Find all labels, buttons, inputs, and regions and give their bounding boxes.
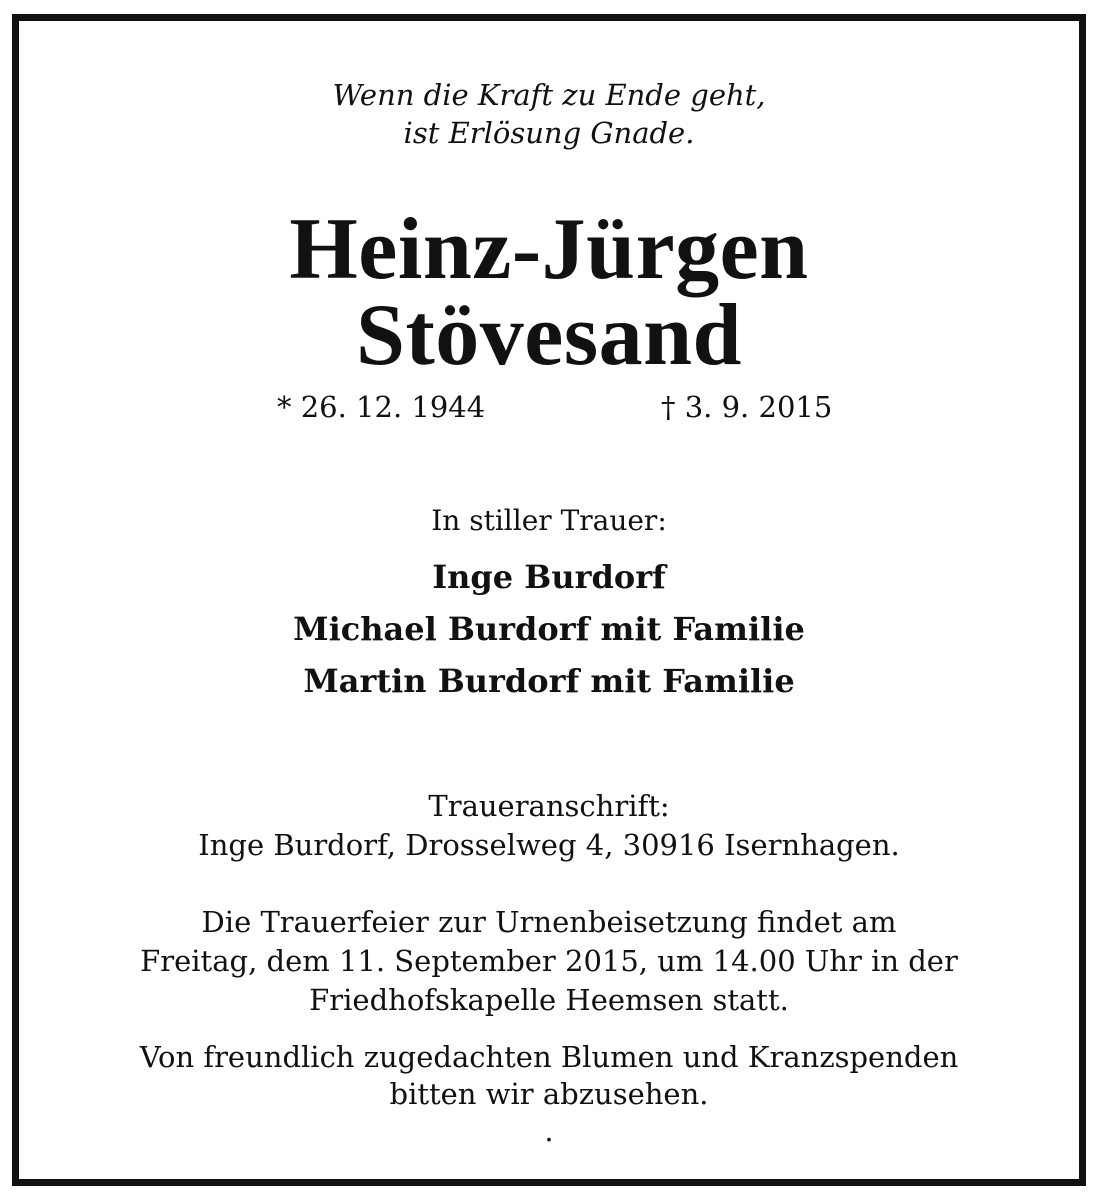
mourners-list	[19, 551, 1079, 707]
flowers-line-1: Von freundlich zugedachten Blumen und Kranzspenden	[139, 1040, 959, 1074]
ceremony-info	[19, 903, 1079, 1020]
birth-date: * 26. 12. 1944	[277, 390, 486, 424]
ceremony-line-2: Freitag, dem 11. September 2015, um 14.00 Uhr in der	[140, 944, 958, 978]
address-label: Traueranschrift:	[428, 789, 670, 823]
address-text: Inge Burdorf, Drosselweg 4, 30916 Isernhagen.	[198, 828, 900, 862]
mourner-name: Inge Burdorf	[432, 558, 666, 596]
mourning-label: In stiller Trauer:	[431, 504, 667, 537]
motto-line-2: ist Erlösung Gnade.	[403, 116, 695, 150]
mourning-address	[19, 787, 1079, 865]
flowers-notice	[19, 1039, 1079, 1113]
obituary-frame	[12, 14, 1086, 1186]
mourner-name: Martin Burdorf mit Familie	[303, 662, 795, 700]
closing-mark: .	[544, 1114, 554, 1148]
death-date: † 3. 9. 2015	[661, 390, 833, 424]
deceased-name	[19, 201, 1079, 384]
motto-line-1: Wenn die Kraft zu Ende geht,	[332, 78, 766, 112]
motto-quote	[19, 76, 1079, 152]
ceremony-line-1: Die Trauerfeier zur Urnenbeisetzung findet am	[201, 905, 897, 939]
deceased-last-name: Stövesand	[356, 287, 742, 384]
ceremony-line-3: Friedhofskapelle Heemsen statt.	[309, 983, 789, 1017]
mourner-name: Michael Burdorf mit Familie	[293, 610, 805, 648]
deceased-first-name: Heinz-Jürgen	[289, 201, 809, 298]
flowers-line-2: bitten wir abzusehen.	[389, 1077, 709, 1111]
